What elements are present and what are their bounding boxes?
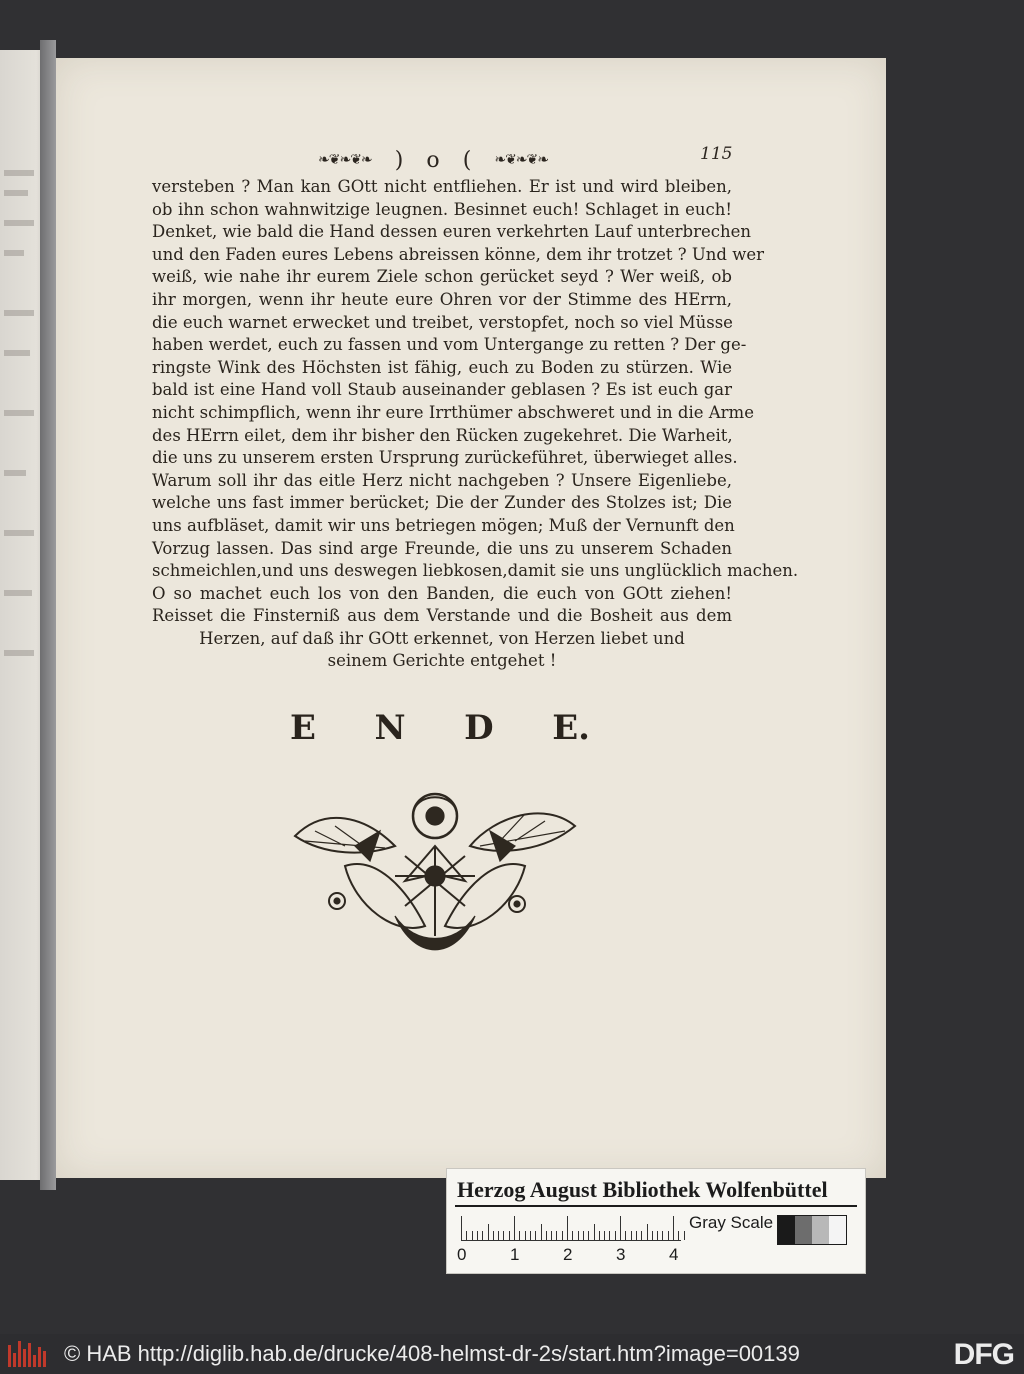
floral-vignette-icon	[285, 786, 585, 966]
ruler-tick	[604, 1231, 605, 1240]
ruler-tick	[588, 1231, 589, 1240]
ruler-tick	[556, 1231, 557, 1240]
text-line: Denket, wie bald die Hand dessen euren verkehrten Lauf unterbrechen	[152, 222, 752, 242]
logo-bar	[43, 1351, 46, 1367]
facing-page-text	[4, 250, 24, 256]
facing-page-text	[4, 310, 34, 316]
text-line: ringste Wink des Höchsten ist fähig, euch zu Boden zu stürzen. Wie	[152, 357, 732, 377]
ruler-tick	[503, 1231, 504, 1240]
text-line: Reisset die Finsterniß aus dem Verstande und die Bosheit aus dem	[152, 606, 732, 626]
ruler-tick	[530, 1231, 531, 1240]
text-line: O so machet euch los von den Banden, die euch von GOtt ziehen!	[152, 583, 732, 603]
ruler-tick	[493, 1231, 494, 1240]
gray-swatch	[795, 1216, 812, 1244]
text-line: und den Faden eures Lebens abreissen könne, dem ihr trotzet ? Und wer	[152, 244, 764, 264]
ruler-tick	[551, 1231, 552, 1240]
ruler-tick	[546, 1231, 547, 1240]
running-head	[318, 147, 548, 173]
ende-letter: E	[290, 708, 316, 748]
gray-swatch	[778, 1216, 795, 1244]
running-head-paren-left: )	[394, 147, 404, 173]
ruler-number: 3	[616, 1245, 626, 1264]
text-line: schmeichlen,und uns deswegen liebkosen,damit sie uns unglücklich machen.	[152, 561, 799, 581]
logo-bar	[38, 1347, 41, 1367]
ruler-tick	[514, 1216, 515, 1240]
facing-page-text	[4, 470, 26, 476]
closing-line: seinem Gerichte entgehet !	[327, 651, 557, 671]
logo-bar	[18, 1341, 21, 1367]
logo-bar	[33, 1355, 36, 1367]
ruler-tick	[657, 1231, 658, 1240]
ruler-number: 1	[510, 1245, 520, 1264]
text-line: bald ist eine Hand voll Staub auseinander geblasen ? Es ist euch gar	[152, 380, 732, 400]
ruler-tick	[519, 1231, 520, 1240]
gray-swatch	[812, 1216, 829, 1244]
viewer-footer	[0, 1334, 1024, 1374]
ruler-tick	[615, 1231, 616, 1240]
ende-letter: D	[464, 708, 494, 748]
ende-letter: N	[374, 708, 406, 748]
copyright-url[interactable]: © HAB http://diglib.hab.de/drucke/408-helmst-dr-2s/start.htm?image=00139	[64, 1341, 800, 1366]
gray-scale-label: Gray Scale	[689, 1213, 774, 1232]
dfg-logo: DFG	[953, 1338, 1014, 1371]
ruler-tick	[609, 1231, 610, 1240]
book-gutter	[40, 40, 56, 1190]
facing-page-text	[4, 220, 34, 226]
label-divider	[455, 1205, 857, 1207]
ruler-tick	[567, 1216, 568, 1240]
gray-scale-swatches	[777, 1215, 847, 1245]
ende-heading	[290, 708, 590, 748]
ruler-tick	[535, 1231, 536, 1240]
ruler-tick	[525, 1231, 526, 1240]
ruler-tick	[636, 1231, 637, 1240]
ruler-tick	[466, 1231, 467, 1240]
ruler-tick	[461, 1216, 462, 1240]
ruler-tick	[594, 1224, 595, 1240]
ruler-tick	[583, 1231, 584, 1240]
gray-swatch	[829, 1216, 846, 1244]
ornament-band-right: ❧❦❧❦❧	[494, 152, 548, 168]
facing-page-text	[4, 170, 34, 176]
ruler-tick	[631, 1231, 632, 1240]
text-line: des HErrn eilet, dem ihr bisher den Rücken zugekehret. Die Warheit,	[152, 425, 733, 445]
ruler-tick	[647, 1224, 648, 1240]
ruler-tick	[472, 1231, 473, 1240]
ruler-tick	[498, 1231, 499, 1240]
ruler-tick	[641, 1231, 642, 1240]
ruler-tick	[652, 1231, 653, 1240]
text-line: weiß, wie nahe ihr eurem Ziele schon gerücket seyd ? Wer weiß, ob	[152, 267, 732, 287]
text-line: die euch warnet erwecket und treibet, verstopfet, noch so viel Müsse	[152, 312, 733, 332]
ruler-tick	[541, 1224, 542, 1240]
running-head-circle: o	[426, 147, 440, 173]
ruler-number: 0	[457, 1245, 467, 1264]
logo-bar	[23, 1349, 26, 1367]
text-line: Vorzug lassen. Das sind arge Freunde, die uns zu unserem Schaden	[152, 538, 732, 558]
text-line: haben werdet, euch zu fassen und vom Untergange zu retten ? Der ge-	[152, 335, 747, 355]
logo-bar	[8, 1345, 11, 1367]
text-line: ob ihn schon wahnwitzige leugnen. Besinnet euch! Schlaget in euch!	[152, 199, 732, 219]
page-number: 115	[700, 144, 733, 164]
running-head-paren-right: (	[462, 147, 472, 173]
ruler-number: 2	[563, 1245, 573, 1264]
text-line: die uns zu unserem ersten Ursprung zurückeführet, überwieget alles.	[152, 448, 738, 468]
ruler-tick	[572, 1231, 573, 1240]
hab-logo-icon	[8, 1341, 50, 1367]
ruler-tick	[668, 1231, 669, 1240]
library-name: Herzog August Bibliothek Wolfenbüttel	[457, 1177, 828, 1202]
ruler-tick	[625, 1231, 626, 1240]
facing-page-text	[4, 590, 32, 596]
closing-line: Herzen, auf daß ihr GOtt erkennet, von Herzen liebet und	[199, 628, 685, 648]
text-line: ihr morgen, wenn ihr heute eure Ohren vor der Stimme des HErrn,	[152, 289, 732, 309]
ruler-tick	[678, 1231, 679, 1240]
ruler-tick	[673, 1216, 674, 1240]
ruler-tick	[620, 1216, 621, 1240]
ruler-tick	[599, 1231, 600, 1240]
facing-page-text	[4, 350, 30, 356]
body-text	[152, 176, 799, 673]
facing-page-text	[4, 190, 28, 196]
text-line: versteben ? Man kan GOtt nicht entfliehen. Er ist und wird bleiben,	[152, 177, 732, 196]
ornament-band-left: ❧❦❧❦❧	[318, 152, 372, 168]
logo-bar	[13, 1353, 16, 1367]
facing-page-text	[4, 650, 34, 656]
ruler-tick	[562, 1231, 563, 1240]
ruler-tick	[509, 1231, 510, 1240]
library-label-card	[446, 1168, 866, 1274]
facing-page-text	[4, 410, 34, 416]
ruler-tick	[482, 1231, 483, 1240]
cm-ruler	[461, 1211, 681, 1241]
facing-page-text	[4, 530, 34, 536]
text-line: Warum soll ihr das eitle Herz nicht nachgeben ? Unsere Eigenliebe,	[152, 470, 732, 490]
text-line: uns aufbläset, damit wir uns betriegen mögen; Muß der Vernunft den	[152, 515, 735, 535]
ruler-tick	[684, 1231, 685, 1240]
text-line: welche uns fast immer berücket; Die der Zunder des Stolzes ist; Die	[152, 493, 732, 513]
ruler-tick	[578, 1231, 579, 1240]
text-line: nicht schimpflich, wenn ihr eure Irrthümer abschweret und in die Arme	[152, 402, 754, 422]
ruler-tick	[662, 1231, 663, 1240]
ruler-number: 4	[669, 1245, 679, 1264]
ende-letter: E.	[552, 708, 590, 748]
logo-bar	[28, 1343, 31, 1367]
ruler-tick	[488, 1224, 489, 1240]
ruler-tick	[477, 1231, 478, 1240]
